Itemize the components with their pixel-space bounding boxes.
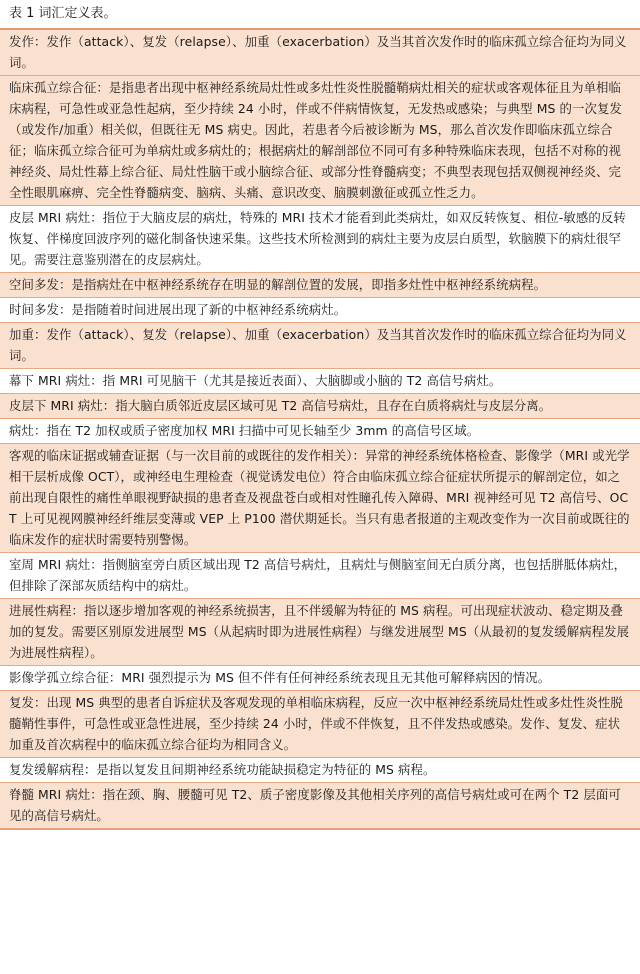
table-row: 客观的临床证据或辅查证据（与一次目前的或既往的发作相关）：异常的神经系统体格检查、影像学（MRI 或光学相干层析成像 OCT），或神经电生理检查（视觉诱发电位）符合由临床孤立综合征症状所提示的解剖定位，如之前出现自限性的痛性单眼视野缺损的患者查及视盘苍白或相对性瞳孔传入障碍、MRI 视神经可见 T2 高信号、OCT 上可见视网膜神经纤维层变薄或 VEP 上 P100 潜伏期延长。当只有患者报道的主观改变作为一次目前或既往的临床发作的症状时需要特别警惕。 <box>0 444 640 553</box>
table-row: 幕下 MRI 病灶：指 MRI 可见脑干（尤其是接近表面）、大脑脚或小脑的 T2 高信号病灶。 <box>0 369 640 394</box>
table-row: 临床孤立综合征：是指患者出现中枢神经系统局灶性或多灶性炎性脱髓鞘病灶相关的症状或客观体征且为单相临床病程，可急性或亚急性起病，至少持续 24 小时，伴或不伴病情恢复，无发热或感染；与典型 MS 的一次复发（或发作/加重）相关似，但既往无 MS 病史。因此，若患者今后被诊断为 MS，那么首次发作即临床孤立综合征；临床孤立综合征可为单病灶或多病灶的；根据病灶的解剖部位不同可有多种特殊临床表现，包括不对称的视神经炎、局灶性幕上综合征、局灶性脑干或小脑综合征、或部分性脊髓病变；不典型表现包括双侧视神经炎、完全性眼肌麻痹、完全性脊髓病变、脑病、头痛、意识改变、脑膜刺激征或孤立性乏力。 <box>0 76 640 206</box>
table-row: 复发：出现 MS 典型的患者自诉症状及客观发现的单相临床病程，反应一次中枢神经系统局灶性或多灶性炎性脱髓鞘性事件，可急性或亚急性进展，至少持续 24 小时，伴或不伴恢复，且不伴发热或感染。发作、复发、症状加重及首次病程中的临床孤立综合征均为相同含义。 <box>0 691 640 758</box>
table-caption: 表 1 词汇定义表。 <box>0 0 640 30</box>
table-row: 室周 MRI 病灶：指侧脑室旁白质区域出现 T2 高信号病灶，且病灶与侧脑室间无白质分离，也包括胼胝体病灶，但排除了深部灰质结构中的病灶。 <box>0 553 640 599</box>
table-row: 进展性病程：指以逐步增加客观的神经系统损害，且不伴缓解为特征的 MS 病程。可出现症状波动、稳定期及叠加的复发。需要区别原发进展型 MS（从起病时即为进展性病程）与继发进展型 MS（从最初的复发缓解病程发展为进展性病程）。 <box>0 599 640 666</box>
table-row: 空间多发：是指病灶在中枢神经系统存在明显的解剖位置的发展，即指多灶性中枢神经系统病程。 <box>0 273 640 298</box>
table-row: 病灶：指在 T2 加权或质子密度加权 MRI 扫描中可见长轴至少 3mm 的高信号区域。 <box>0 419 640 444</box>
table-row: 复发缓解病程：是指以复发且间期神经系统功能缺损稳定为特征的 MS 病程。 <box>0 758 640 783</box>
table-row: 皮层 MRI 病灶：指位于大脑皮层的病灶，特殊的 MRI 技术才能看到此类病灶，如双反转恢复、相位-敏感的反转恢复、伴梯度回波序列的磁化制备快速采集。这些技术所检测到的病灶主要为皮层白质型，软脑膜下的病灶很罕见。需要注意鉴别潜在的皮层病灶。 <box>0 206 640 273</box>
table-row: 加重：发作（attack）、复发（relapse）、加重（exacerbation）及当其首次发作时的临床孤立综合征均为同义词。 <box>0 323 640 369</box>
table-row: 时间多发：是指随着时间进展出现了新的中枢神经系统病灶。 <box>0 298 640 323</box>
table-row: 脊髓 MRI 病灶：指在颈、胸、腰髓可见 T2、质子密度影像及其他相关序列的高信号病灶或可在两个 T2 层面可见的高信号病灶。 <box>0 783 640 829</box>
table-row: 皮层下 MRI 病灶：指大脑白质邻近皮层区域可见 T2 高信号病灶，且存在白质将病灶与皮层分离。 <box>0 394 640 419</box>
table-row: 影像学孤立综合征：MRI 强烈提示为 MS 但不伴有任何神经系统表现且无其他可解释病因的情况。 <box>0 666 640 691</box>
table-row: 发作：发作（attack）、复发（relapse）、加重（exacerbation）及当其首次发作时的临床孤立综合征均为同义词。 <box>0 30 640 76</box>
definitions-table <box>0 30 640 830</box>
